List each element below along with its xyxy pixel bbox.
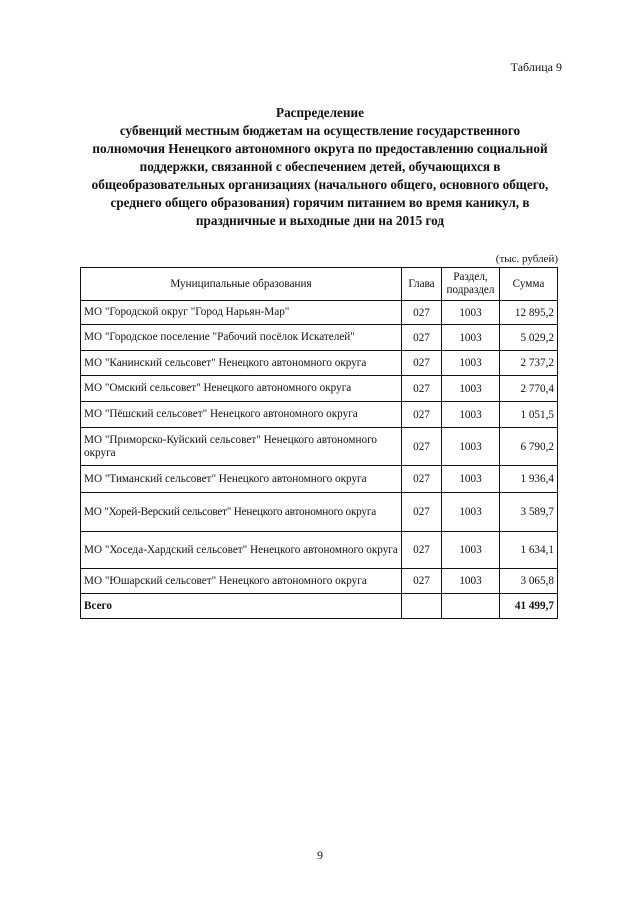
title-line: общеобразовательных организациях (начального общего, основного общего, [91, 177, 549, 192]
chapter-cell: 027 [402, 402, 442, 428]
section-cell: 1003 [442, 402, 500, 428]
chapter-cell: 027 [402, 376, 442, 402]
section-cell: 1003 [442, 301, 500, 325]
table-row [81, 402, 558, 428]
section-cell: 1003 [442, 428, 500, 466]
municipality-cell: МО "Омский сельсовет" Ненецкого автономного округа [81, 376, 402, 402]
municipality-cell: МО "Городское поселение "Рабочий посёлок Искателей" [81, 325, 402, 351]
chapter-cell: 027 [402, 428, 442, 466]
sum-cell: 1 051,5 [500, 402, 558, 428]
table-row [81, 569, 558, 594]
header-row [81, 268, 558, 301]
chapter-cell [402, 594, 442, 619]
page-number: 9 [317, 848, 323, 862]
unit-label: (тыс. рублей) [495, 253, 558, 265]
table-row [81, 325, 558, 351]
table-number-label: Таблица 9 [510, 60, 562, 74]
header-municipality: Муниципальные образования [81, 268, 402, 301]
municipality-cell: МО "Хоседа-Хардский сельсовет" Ненецкого автономного округа [81, 532, 402, 569]
chapter-cell: 027 [402, 493, 442, 532]
sum-cell: 6 790,2 [500, 428, 558, 466]
header-sum: Сумма [500, 268, 558, 301]
table-row [81, 428, 558, 466]
municipality-cell: МО "Городской округ "Город Нарьян-Мар" [81, 301, 402, 325]
chapter-cell: 027 [402, 351, 442, 376]
header-chapter: Глава [402, 268, 442, 301]
title-line: субвенций местным бюджетам на осуществление государственного [119, 123, 521, 138]
title-line: полномочия Ненецкого автономного округа по предоставлению социальной [92, 141, 548, 156]
table-row [81, 493, 558, 532]
section-cell [442, 594, 500, 619]
table-row [81, 466, 558, 493]
section-cell: 1003 [442, 376, 500, 402]
sum-cell: 12 895,2 [500, 301, 558, 325]
section-cell: 1003 [442, 466, 500, 493]
sum-cell: 1 936,4 [500, 466, 558, 493]
document-title [80, 104, 560, 230]
chapter-cell: 027 [402, 466, 442, 493]
chapter-cell: 027 [402, 301, 442, 325]
municipality-cell: МО "Приморско-Куйский сельсовет" Ненецкого автономного округа [81, 428, 402, 466]
section-cell: 1003 [442, 351, 500, 376]
table-row [81, 532, 558, 569]
sum-cell: 5 029,2 [500, 325, 558, 351]
chapter-cell: 027 [402, 532, 442, 569]
section-cell: 1003 [442, 493, 500, 532]
section-cell: 1003 [442, 532, 500, 569]
table-row [81, 351, 558, 376]
header-section [442, 268, 500, 301]
sum-cell: 3 589,7 [500, 493, 558, 532]
chapter-cell: 027 [402, 325, 442, 351]
total-row [81, 594, 558, 619]
distribution-table [80, 267, 558, 619]
municipality-cell: МО "Тиманский сельсовет" Ненецкого автономного округа [81, 466, 402, 493]
municipality-cell: МО "Пёшский сельсовет" Ненецкого автономного округа [81, 402, 402, 428]
section-cell: 1003 [442, 569, 500, 594]
header-section-line: Раздел, [453, 271, 488, 283]
sum-cell: 1 634,1 [500, 532, 558, 569]
title-line: поддержки, связанной с обеспечением детей, обучающихся в [139, 159, 501, 174]
total-label: Всего [81, 594, 402, 619]
municipality-cell: МО "Юшарский сельсовет" Ненецкого автономного округа [81, 569, 402, 594]
sum-cell: 3 065,8 [500, 569, 558, 594]
municipality-cell: МО "Канинский сельсовет" Ненецкого автономного округа [81, 351, 402, 376]
sum-cell: 2 770,4 [500, 376, 558, 402]
section-cell: 1003 [442, 325, 500, 351]
municipality-cell: МО "Хорей-Верский сельсовет" Ненецкого автономного округа [81, 493, 402, 532]
table-row [81, 301, 558, 325]
total-sum-cell: 41 499,7 [500, 594, 558, 619]
table-row [81, 376, 558, 402]
sum-cell: 2 737,2 [500, 351, 558, 376]
title-line: среднего общего образования) горячим питанием во время каникул, в [110, 195, 530, 210]
title-line: Распределение [276, 105, 364, 120]
title-line: праздничные и выходные дни на 2015 год [195, 213, 445, 228]
chapter-cell: 027 [402, 569, 442, 594]
header-section-line: подраздел [446, 284, 495, 296]
